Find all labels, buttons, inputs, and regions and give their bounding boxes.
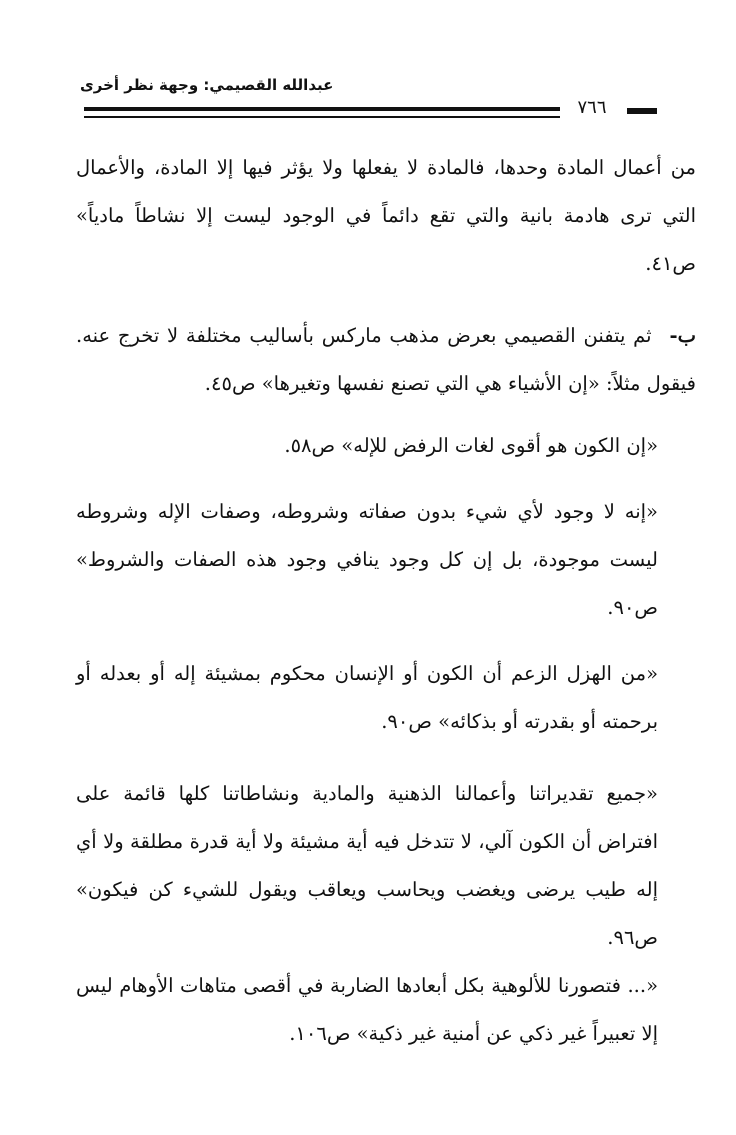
running-title: عبدالله القصيمي: وجهة نظر أخرى <box>80 76 334 94</box>
page-number-bar <box>627 108 657 114</box>
body-text <box>76 144 696 1058</box>
paragraph-5-text: «من الهزل الزعم أن الكون أو الإنسان محكوم بمشيئة إله أو بعدله أو برحمته أو بقدرته أو بذكائه» ص٩٠. <box>76 662 658 733</box>
paragraph-4 <box>76 488 696 632</box>
paragraph-2 <box>76 312 696 408</box>
paragraph-7 <box>76 962 696 1058</box>
header-rule-thin <box>84 116 560 118</box>
paragraph-3-text: «إن الكون هو أقوى لغات الرفض للإله» ص٥٨. <box>284 434 658 457</box>
paragraph-3 <box>76 422 696 470</box>
paragraph-5 <box>76 650 696 746</box>
header-rule-thick <box>84 107 560 111</box>
paragraph-7-text: «... فتصورنا للألوهية بكل أبعادها الضاربة في أقصى متاهات الأوهام ليس إلا تعبيراً غير ذكي عن أمنية غير ذكية» ص١٠٦. <box>76 974 658 1045</box>
paragraph-2-text: ثم يتفنن القصيمي بعرض مذهب ماركس بأساليب مختلفة لا تخرج عنه. فيقول مثلاً: «إن الأشياء هي التي تصنع نفسها وتغيرها» ص٤٥. <box>76 324 696 395</box>
page-number: ٧٦٦ <box>577 97 607 118</box>
paragraph-1-text: من أعمال المادة وحدها، فالمادة لا يفعلها ولا يؤثر فيها إلا المادة، والأعمال التي ترى هادمة بانية والتي تقع دائماً في الوجود ليست إلا نشاطاً مادياً» ص٤١. <box>76 156 696 275</box>
paragraph-6 <box>76 770 696 962</box>
paragraph-1 <box>76 144 696 288</box>
paragraph-6-text: «جميع تقديراتنا وأعمالنا الذهنية والمادية ونشاطاتنا كلها قائمة على افتراض أن الكون آلي، لا تتدخل فيه أية مشيئة ولا أية قدرة مطلقة ولا أي إله طيب يرضى ويغضب ويحاسب ويعاقب ويقول للشيء كن فيكون» ص٩٦. <box>76 782 658 949</box>
list-marker: ب- <box>669 324 696 347</box>
paragraph-4-text: «إنه لا وجود لأي شيء بدون صفاته وشروطه، وصفات الإله وشروطه ليست موجودة، بل إن كل وجود ينافي وجود هذه الصفات والشروط» ص٩٠. <box>76 500 658 619</box>
